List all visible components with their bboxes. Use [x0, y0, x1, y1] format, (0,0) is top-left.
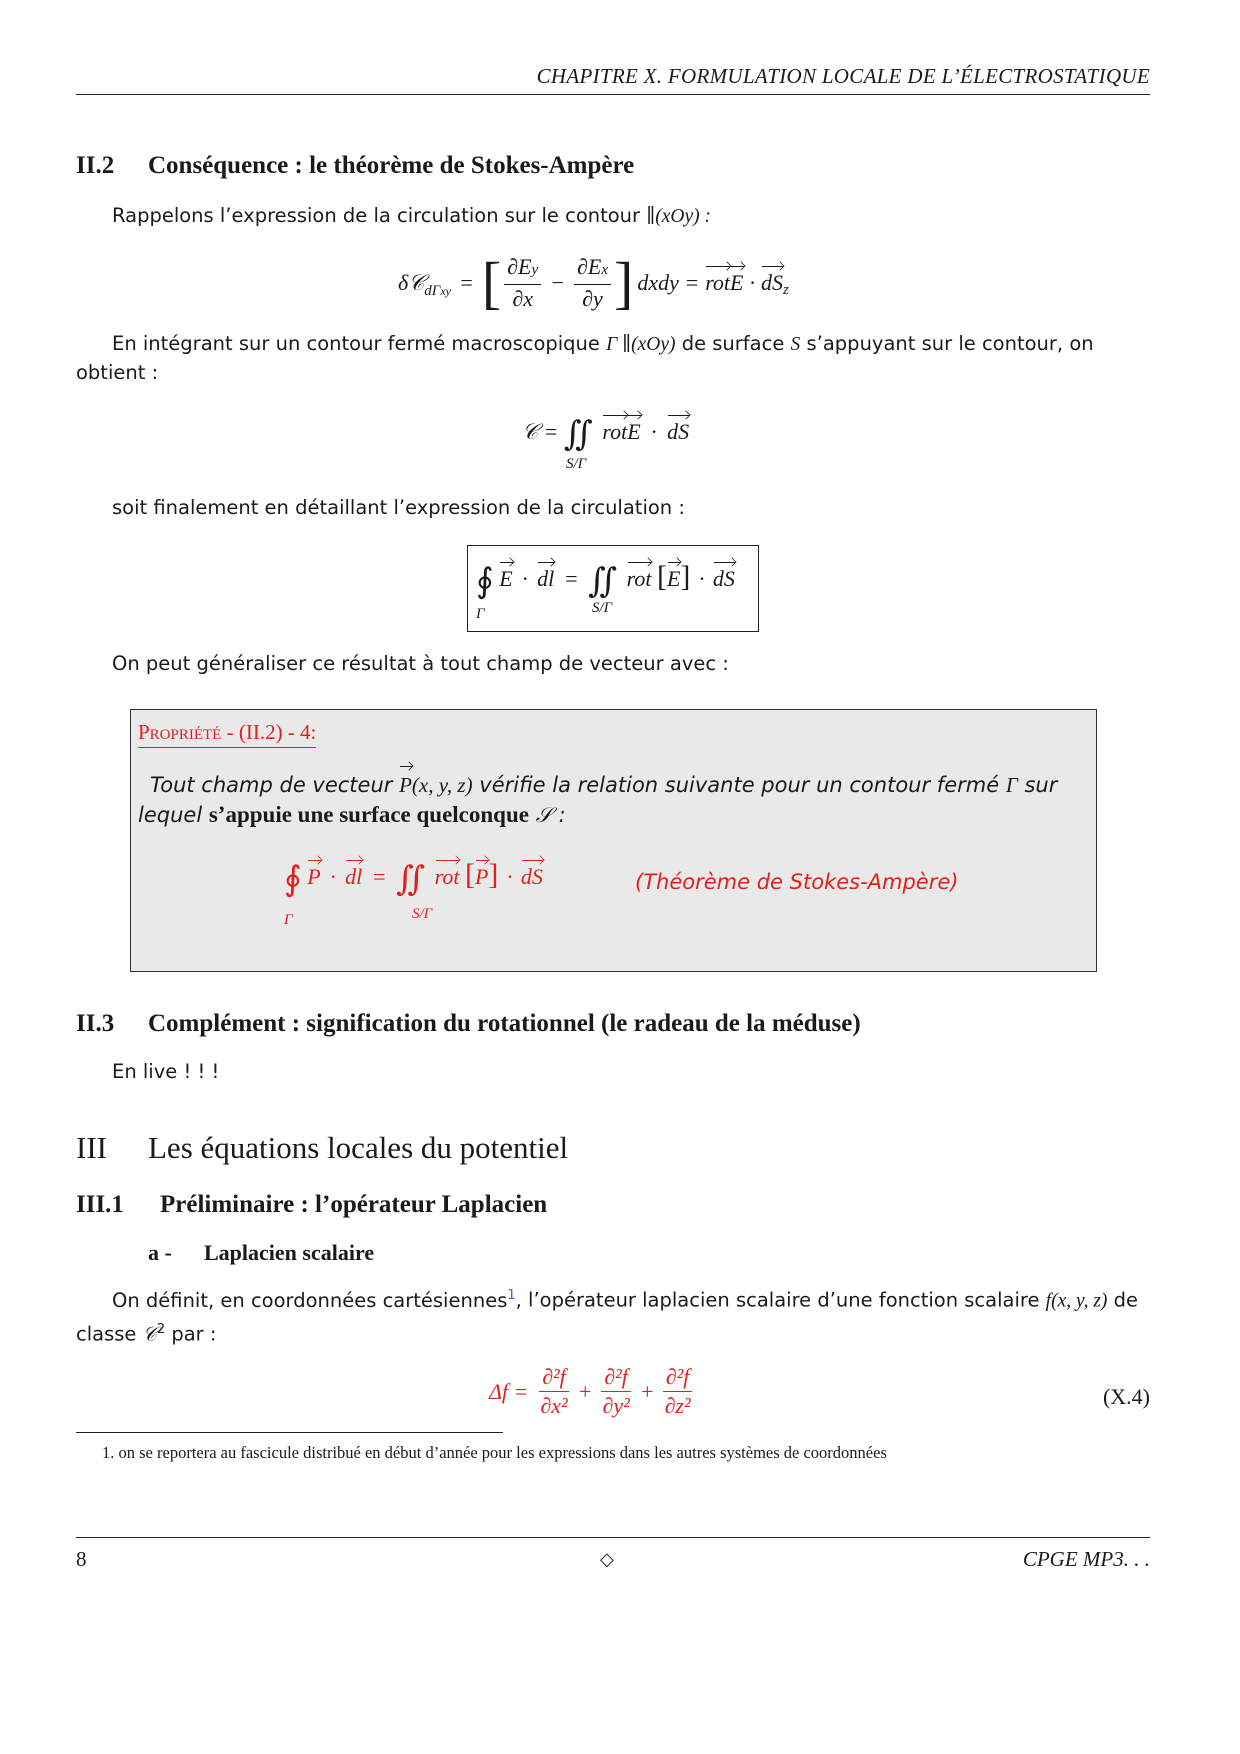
vec-dS: dS	[761, 270, 783, 295]
fraction-d2f-dy2	[599, 1364, 632, 1419]
dot-operator: ·	[698, 566, 705, 591]
vec-P: P	[474, 864, 489, 889]
paragraph-text: Rappelons l’expression de la circulation sur le contour	[112, 204, 641, 227]
section-heading-ii2	[76, 152, 634, 180]
inline-math: S	[790, 334, 801, 355]
inline-math: (x, y, z)	[411, 773, 473, 797]
inline-math: 𝒮	[535, 803, 552, 827]
paragraph-text: classe	[76, 1322, 137, 1345]
paragraph-finally: soit finalement en détaillant l’expression de la circulation :	[112, 496, 685, 519]
section-heading-ii3	[76, 1010, 861, 1038]
footnote-link[interactable]: 1	[507, 1288, 516, 1303]
equation-circulation-element	[398, 250, 789, 315]
section-heading-iii1	[76, 1191, 547, 1219]
section-title: Conséquence : le théorème de Stokes-Ampère	[148, 152, 635, 179]
contour-domain: Γ	[284, 912, 293, 928]
theorem-name: (Théorème de Stokes-Ampère)	[635, 870, 959, 894]
frac-den: ∂y	[582, 286, 603, 311]
vec-rot: rot	[626, 566, 652, 591]
vec-E: E	[730, 270, 744, 295]
vec-dS: dS	[520, 864, 543, 889]
paragraph-text: En intégrant sur un contour fermé macroscopique	[112, 332, 600, 355]
vec-rot: rot	[705, 270, 731, 295]
inline-math: 𝒞	[142, 1324, 157, 1345]
eq-lhs: 𝒞 =	[522, 419, 559, 445]
eq-lhs-subsub: xy	[440, 283, 451, 298]
section-number: II.3	[76, 1010, 115, 1037]
minus-sign: −	[550, 270, 565, 295]
fraction-dEx-dy	[574, 254, 611, 312]
frac-den: ∂y²	[602, 1393, 630, 1418]
property-text: sur	[1024, 773, 1058, 797]
section-title: Complément : signification du rotationnel (le radeau de la méduse)	[148, 1010, 861, 1037]
equation-stokes-E: ∮ E · dl = ∬ rot [E] · dS	[476, 560, 735, 600]
inline-math: ∥(xOy) :	[646, 206, 712, 227]
double-integral: ∬	[588, 562, 618, 600]
property-text: lequel	[138, 803, 203, 827]
footer-diamond: ◇	[600, 1549, 614, 1569]
footer-rule	[76, 1537, 1150, 1538]
vec-dS-sub: z	[783, 281, 789, 298]
section-title: Préliminaire : l’opérateur Laplacien	[160, 1191, 548, 1218]
footnote-rule	[76, 1432, 503, 1433]
inline-math: Γ ∥(xOy)	[606, 334, 676, 355]
paragraph-text: On définit, en coordonnées cartésiennes	[112, 1288, 508, 1312]
frac-num: ∂²f	[601, 1364, 631, 1392]
frac-den: ∂x	[512, 286, 533, 311]
paragraph-text: de	[1113, 1288, 1138, 1312]
chapter-section-heading-iii	[76, 1130, 568, 1166]
equation-stokes-P: ∮ P · dl = ∬ rot [P] · dS	[284, 858, 543, 898]
superscript: 2	[156, 1321, 166, 1337]
eq-lhs-sub: dΓ	[424, 282, 441, 299]
dot-operator: ·	[522, 566, 528, 591]
dot-operator: ·	[330, 864, 336, 889]
inline-math: f(x, y, z)	[1045, 1290, 1108, 1312]
eq-tail: dxdy =	[637, 270, 700, 295]
plus-sign: +	[577, 1378, 593, 1404]
paragraph-live: En live ! ! !	[112, 1060, 220, 1083]
integral-domain: S/Γ	[592, 600, 613, 616]
vec-rot: rot	[434, 864, 460, 889]
subsection-number: a -	[148, 1240, 172, 1265]
dot-operator: ·	[506, 864, 513, 889]
left-bracket: [	[481, 250, 502, 315]
running-header: CHAPITRE X. FORMULATION LOCALE DE L’ÉLECTROSTATIQUE	[536, 64, 1150, 88]
section-number: III.1	[76, 1191, 124, 1218]
vec-E: E	[666, 566, 681, 591]
paragraph-generalize: On peut généraliser ce résultat à tout champ de vecteur avec :	[112, 652, 729, 675]
frac-num: ∂²f	[663, 1364, 693, 1392]
equation-circulation-integral	[522, 414, 689, 454]
equation-number: (X.4)	[1102, 1384, 1150, 1409]
paragraph-text: par :	[171, 1322, 217, 1345]
paragraph-text: de surface	[681, 332, 785, 355]
vec-dS: dS	[667, 419, 690, 445]
property-text: Tout champ de vecteur	[150, 773, 393, 797]
vec-P: P	[399, 770, 412, 800]
frac-num: ∂²f	[539, 1364, 569, 1392]
paragraph-integrating	[76, 330, 1150, 387]
page-number: 8	[76, 1547, 87, 1571]
section-title: Les équations locales du potentiel	[148, 1130, 569, 1165]
vec-E: E	[627, 419, 641, 445]
footnote-number: 1.	[102, 1443, 115, 1462]
paragraph-text: , l’opérateur laplacien scalaire d’une fonction scalaire	[515, 1288, 1040, 1312]
frac-den: ∂x²	[540, 1393, 568, 1418]
inline-math: Γ	[1005, 773, 1018, 797]
property-label: Propriété - (II.2) - 4:	[138, 720, 316, 748]
contour-integral: ∮	[284, 860, 302, 898]
frac-num-sub: x	[601, 262, 608, 278]
paragraph-laplacian-def	[76, 1282, 1150, 1349]
paragraph-text: s’appuyant sur le contour, on	[806, 332, 1094, 355]
contour-domain: Γ	[476, 606, 485, 622]
dot-operator: ·	[651, 419, 657, 445]
integral-domain: S/Γ	[412, 906, 433, 922]
integral-domain: S/Γ	[566, 456, 587, 472]
vec-dl: dl	[537, 566, 555, 591]
right-bracket: ]	[613, 250, 634, 315]
section-number: II.2	[76, 152, 115, 179]
header-rule	[76, 94, 1150, 95]
vec-P: P	[307, 864, 321, 889]
property-text: vérifie la relation suivante pour un contour fermé	[479, 773, 1000, 797]
subsection-heading-a	[148, 1240, 374, 1266]
subsection-title: Laplacien scalaire	[204, 1240, 375, 1265]
vec-dS: dS	[712, 566, 735, 591]
eq-lhs: δ𝒞	[398, 270, 425, 295]
fraction-dEy-dx	[504, 254, 541, 312]
double-integral: ∬	[396, 860, 426, 898]
eq-equals: =	[458, 270, 474, 295]
eq-equals: =	[563, 566, 579, 591]
property-text-bold: s’appuie une surface quelconque	[208, 802, 529, 827]
footnote-text: on se reportera au fascicule distribué en début d’année pour les expressions dans les autres systèmes de coordonnées	[118, 1443, 887, 1462]
property-text: :	[558, 803, 566, 827]
footer-course: CPGE MP3. . .	[1022, 1547, 1150, 1571]
frac-num: ∂E	[577, 254, 602, 279]
plus-sign: +	[639, 1378, 655, 1404]
fraction-d2f-dx2	[537, 1364, 570, 1419]
equation-laplacian	[489, 1364, 697, 1419]
fraction-d2f-dz2	[662, 1364, 694, 1419]
dot-operator: ·	[749, 270, 755, 295]
contour-integral: ∮	[476, 562, 494, 600]
frac-num-sub: y	[531, 262, 539, 278]
frac-den: ∂z²	[664, 1393, 691, 1418]
footnote	[102, 1443, 887, 1463]
vec-dl: dl	[345, 864, 363, 889]
paragraph-text: obtient :	[76, 361, 159, 384]
eq-lhs: Δf =	[489, 1378, 529, 1404]
paragraph-recall	[112, 202, 711, 231]
double-integral: ∬	[563, 416, 593, 453]
frac-num: ∂E	[507, 254, 532, 279]
vec-rot: rot	[602, 419, 628, 445]
vec-E: E	[499, 566, 513, 591]
eq-equals: =	[371, 864, 387, 889]
property-statement	[138, 770, 1090, 830]
section-number: III	[76, 1130, 107, 1165]
property-box	[130, 709, 1097, 972]
